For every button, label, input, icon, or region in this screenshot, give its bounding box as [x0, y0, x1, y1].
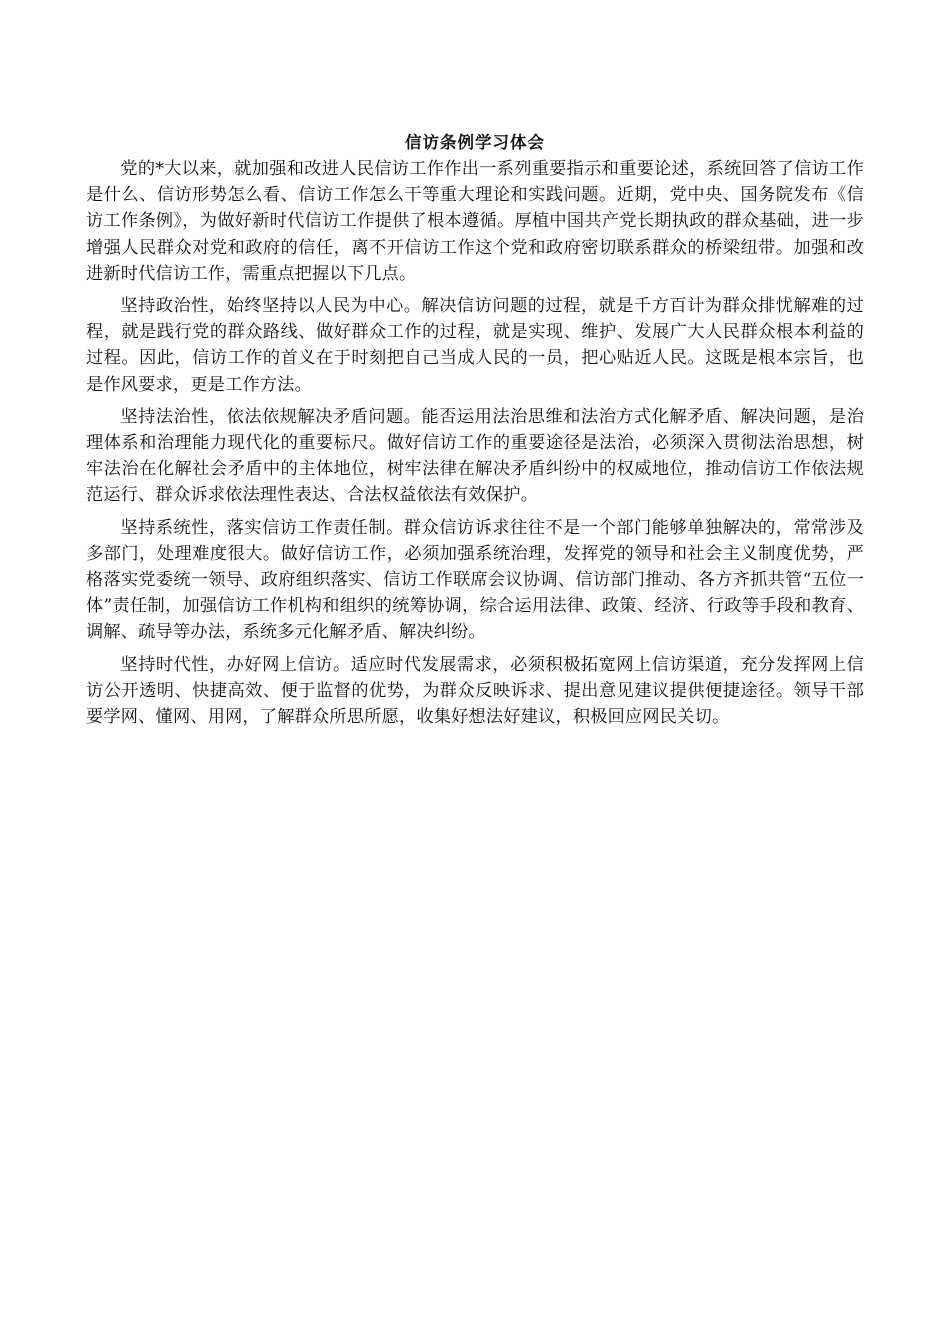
document-body [86, 130, 864, 736]
paragraph-political: 坚持政治性，始终坚持以人民为中心。解决信访问题的过程，就是千方百计为群众排忧解难的过程，就是践行党的群众路线、做好群众工作的过程，就是实现、维护、发展广大人民群众根本利益的过程。因此，信访工作的首义在于时刻把自己当成人民的一员，把心贴近人民。这既是根本宗旨，也是作风要求，更是工作方法。 [86, 296, 864, 395]
paragraph-intro: 党的*大以来，就加强和改进人民信访工作作出一系列重要指示和重要论述，系统回答了信访工作是什么、信访形势怎么看、信访工作怎么干等重大理论和实践问题。近期，党中央、国务院发布《信访工作条例》，为做好新时代信访工作提供了根本遵循。厚植中国共产党长期执政的群众基础，进一步增强人民群众对党和政府的信任，离不开信访工作这个党和政府密切联系群众的桥梁纽带。加强和改进新时代信访工作，需重点把握以下几点。 [86, 159, 864, 284]
paragraph-online: 坚持时代性，办好网上信访。适应时代发展需求，必须积极拓宽网上信访渠道，充分发挥网上信访公开透明、快捷高效、便于监督的优势，为群众反映诉求、提出意见建议提供便捷途径。领导干部要学网、懂网、用网，了解群众所思所愿，收集好想法好建议，积极回应网民关切。 [86, 654, 864, 728]
paragraph-legal: 坚持法治性，依法依规解决矛盾问题。能否运用法治思维和法治方式化解矛盾、解决问题，是治理体系和治理能力现代化的重要标尺。做好信访工作的重要途径是法治，必须深入贯彻法治思想，树牢法治在化解社会矛盾中的主体地位，树牢法律在解决矛盾纠纷中的权威地位，推动信访工作依法规范运行、群众诉求依法理性表达、合法权益依法有效保护。 [86, 406, 864, 506]
document-title: 信访条例学习体会 [405, 133, 545, 152]
paragraph-systematic: 坚持系统性，落实信访工作责任制。群众信访诉求往往不是一个部门能够单独解决的，常常涉及多部门，处理难度很大。做好信访工作，必须加强系统治理，发挥党的领导和社会主义制度优势，严格落实党委统一领导、政府组织落实、信访工作联席会议协调、信访部门推动、各方齐抓共管“五位一体”责任制，加强信访工作机构和组织的统筹协调，综合运用法律、政策、经济、行政等手段和教育、调解、疏导等办法，系统多元化解矛盾、解决纠纷。 [86, 517, 864, 643]
